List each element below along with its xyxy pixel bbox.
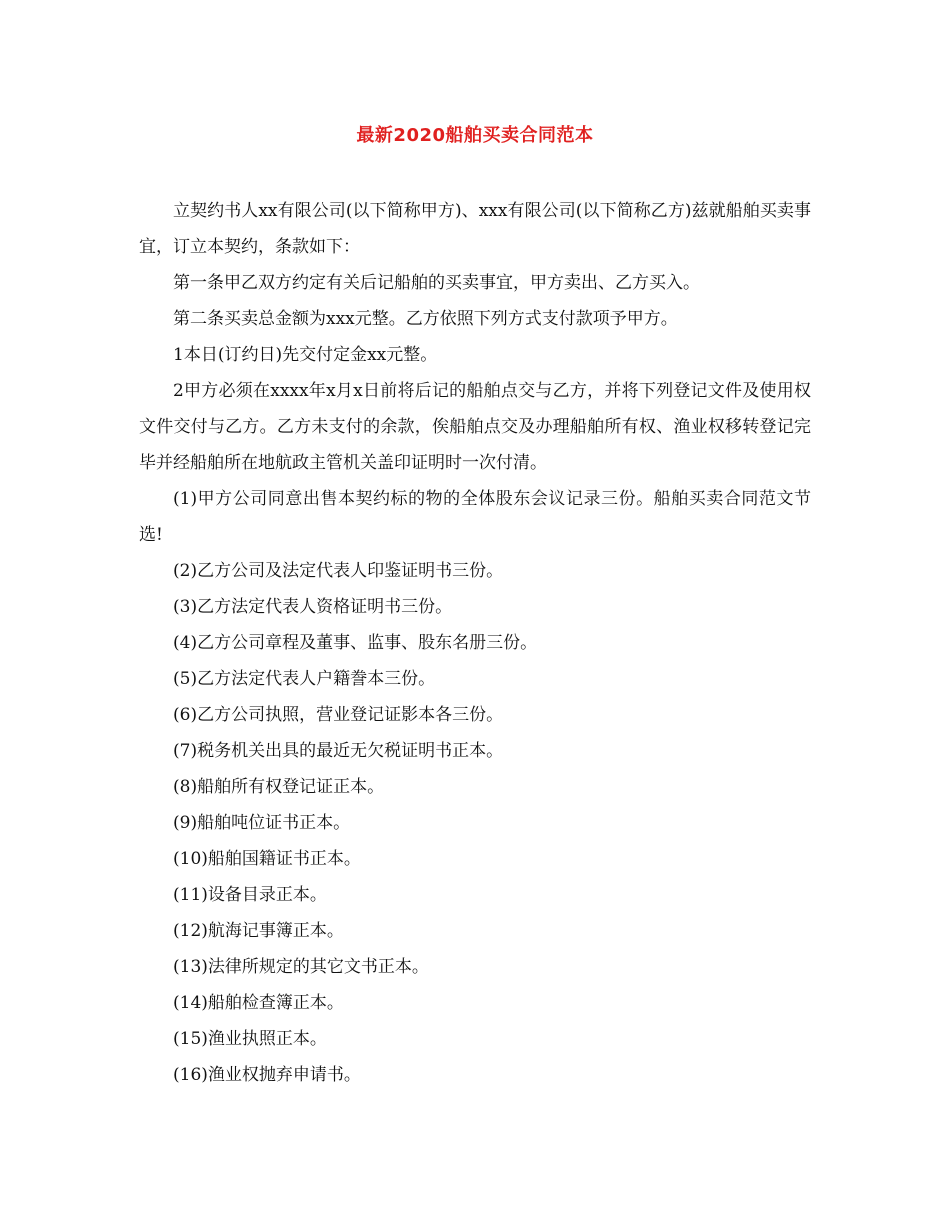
list-item-14: (14)船舶检查簿正本。 bbox=[173, 993, 344, 1013]
list-item-13: (13)法律所规定的其它文书正本。 bbox=[173, 957, 429, 977]
list-item-5: (5)乙方法定代表人户籍誊本三份。 bbox=[173, 669, 436, 689]
list-item-1: (1)甲方公司同意出售本契约标的物的全体股东会议记录三份。船舶买卖合同范文节选! bbox=[139, 489, 811, 545]
document-body bbox=[139, 193, 811, 1093]
paragraph-article-2: 第二条买卖总金额为xxx元整。乙方依照下列方式支付款项予甲方。 bbox=[173, 309, 678, 329]
paragraph-article-1: 第一条甲乙双方约定有关后记船舶的买卖事宜，甲方卖出、乙方买入。 bbox=[173, 273, 700, 293]
list-item-16: (16)渔业权抛弃申请书。 bbox=[173, 1065, 361, 1085]
list-item-3: (3)乙方法定代表人资格证明书三份。 bbox=[173, 597, 453, 617]
list-item-6: (6)乙方公司执照，营业登记证影本各三份。 bbox=[173, 705, 504, 725]
list-item-8: (8)船舶所有权登记证正本。 bbox=[173, 777, 385, 797]
paragraph-clause-1: 1本日(订约日)先交付定金xx元整。 bbox=[173, 345, 438, 365]
list-item-10: (10)船舶国籍证书正本。 bbox=[173, 849, 361, 869]
list-item-2: (2)乙方公司及法定代表人印鉴证明书三份。 bbox=[173, 561, 504, 581]
list-item-11: (11)设备目录正本。 bbox=[173, 885, 327, 905]
list-item-7: (7)税务机关出具的最近无欠税证明书正本。 bbox=[173, 741, 504, 761]
list-item-12: (12)航海记事簿正本。 bbox=[173, 921, 344, 941]
list-item-15: (15)渔业执照正本。 bbox=[173, 1029, 327, 1049]
paragraph-preamble: 立契约书人xx有限公司(以下简称甲方)、xxx有限公司(以下简称乙方)兹就船舶买卖事宜，订立本契约，条款如下： bbox=[139, 201, 811, 257]
list-item-4: (4)乙方公司章程及董事、监事、股东名册三份。 bbox=[173, 633, 538, 653]
list-item-9: (9)船舶吨位证书正本。 bbox=[173, 813, 351, 833]
paragraph-clause-2: 2甲方必须在xxxx年x月x日前将后记的船舶点交与乙方，并将下列登记文件及使用权文件交付与乙方。乙方未支付的余款，俟船舶点交及办理船舶所有权、渔业权移转登记完毕并经船舶所在地航政主管机关盖印证明时一次付清。 bbox=[139, 381, 811, 473]
document-title: 最新2020船舶买卖合同范本 bbox=[356, 125, 594, 146]
